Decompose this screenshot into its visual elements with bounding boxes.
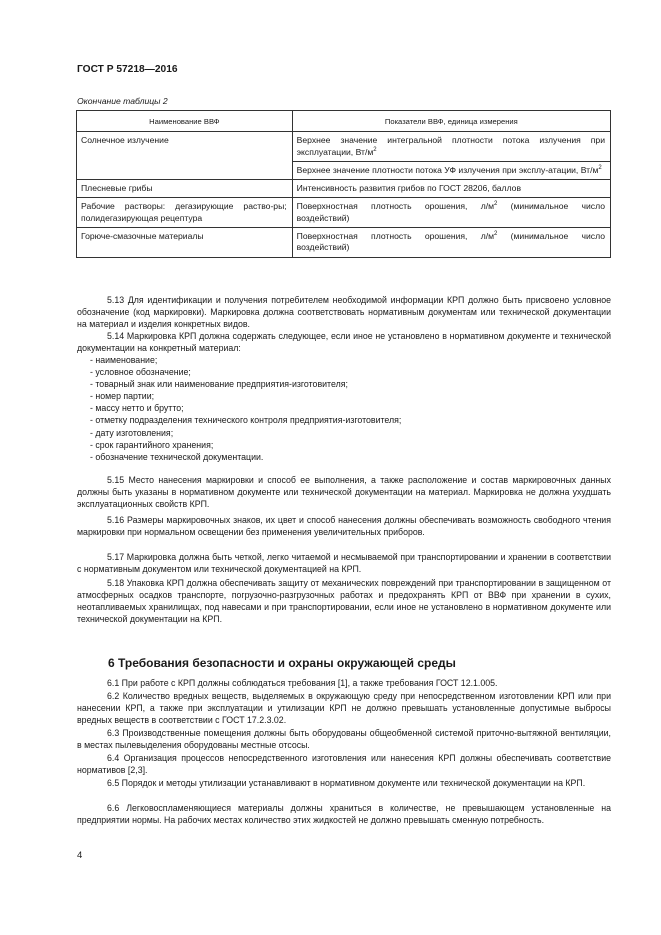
table-row: [77, 228, 611, 258]
table-row: [77, 180, 611, 198]
cell-indicator: Поверхностная плотность орошения, $л/м^2$ (минимальное число воздействий): [292, 228, 610, 258]
cell-name: Плесневые грибы: [77, 180, 293, 198]
column-header-indicator: Показатели ВВФ, единица измерения: [292, 111, 610, 132]
table-header-row: [77, 111, 611, 132]
paragraph-6-6: 6.6 Легковоспламеняющиеся материалы должны храниться в количестве, не превышающем установленные на предприятии нормы. На рабочих местах количество этих жидкостей не должно превышать сменную потребность.: [77, 803, 611, 825]
marking-list: [90, 354, 401, 463]
list-item: - номер партии;: [90, 391, 155, 402]
list-item: - условное обозначение;: [90, 367, 191, 378]
cell-indicator: Верхнее значение интегральной плотности потока излучения при эксплуатации, $Вт/м^2$: [292, 132, 610, 162]
paragraph-5-13: 5.13 Для идентификации и получения потребителем необходимой информации КРП должно быть присвоено условное обозначение (код маркировки). Маркировка должна соответствовать нормативным документам или технической документации на материал и изделия конкретных видов.: [77, 295, 611, 329]
list-item: - дату изготовления;: [90, 427, 174, 438]
paragraph-5-18: 5.18 Упаковка КРП должна обеспечивать защиту от механических повреждений при транспортировании в защищенном от атмосферных осадков транспорте, погрузочно-разгрузочных работах и предохранять КРП от ВВФ при хранении в сухих, неотапливаемых хранилищах, под навесами и при транспортировании, если иное не установлено в нормативном документе или технической документации на КРП.: [77, 578, 611, 624]
paragraph-5-15: 5.15 Место нанесения маркировки и способ ее выполнения, а также расположение и состав маркировочных данных должны быть указаны в нормативном документе или технической документации на материал. Маркировка не должна ухудшать эксплуатационных свойств КРП.: [77, 475, 611, 509]
page-number: 4: [77, 850, 83, 861]
section-6-title: 6 Требования безопасности и охраны окружающей среды: [108, 656, 456, 670]
list-item: - массу нетто и брутто;: [90, 403, 184, 414]
cell-name: Горюче-смазочные материалы: [77, 228, 293, 258]
table-row: [77, 132, 611, 162]
cell-name: Рабочие растворы: дегазирующие раство-ры; полидегазирующая рецептура: [77, 198, 293, 228]
paragraph-5-14: 5.14 Маркировка КРП должна содержать следующее, если иное не установлено в нормативном документе и технической документации на конкретный материал:: [77, 331, 611, 353]
table-2: [76, 110, 611, 258]
list-item: - товарный знак или наименование предприятия-изготовителя;: [90, 379, 348, 390]
list-item: - отметку подразделения технического контроля предприятия-изготовителя;: [90, 415, 402, 426]
cell-indicator: Поверхностная плотность орошения, $л/м^2$ (минимальное число воздействий): [292, 198, 610, 228]
standard-designation: ГОСТ Р 57218—2016: [77, 64, 178, 75]
table-row: [77, 198, 611, 228]
column-header-name: Наименование ВВФ: [77, 111, 293, 132]
paragraph-5-17: 5.17 Маркировка должна быть четкой, легко читаемой и несмываемой при транспортировании и хранении в соответствии с нормативным документом или технической документацией на КРП.: [77, 552, 611, 574]
table-caption: Окончание таблицы 2: [77, 96, 168, 106]
cell-name: Солнечное излучение: [77, 132, 293, 180]
paragraph-6-2: 6.2 Количество вредных веществ, выделяемых в окружающую среду при непосредственном изготовлении КРП или при нанесении КРП, а также при эксплуатации и утилизации КРП не должно превышать установленные допустимые выбросы вредных веществ в соответствии с ГОСТ 17.2.3.02.: [77, 691, 611, 725]
list-item: - срок гарантийного хранения;: [90, 439, 214, 450]
paragraph-5-16: 5.16 Размеры маркировочных знаков, их цвет и способ нанесения должны обеспечивать возможность свободного чтения маркировки при нормальном освещении без применения увеличительных приборов.: [77, 515, 611, 537]
list-item: - наименование;: [90, 355, 158, 365]
paragraph-6-5: 6.5 Порядок и методы утилизации устанавливают в нормативном документе или технической документации на КРП.: [107, 778, 586, 788]
cell-indicator: Верхнее значение плотности потока УФ излучения при эксплу-атации, $Вт/м^2$: [292, 161, 610, 179]
list-item: - обозначение технической документации.: [90, 451, 264, 462]
paragraph-6-3: 6.3 Производственные помещения должны быть оборудованы общеобменной системой приточно-вытяжной вентиляции, в местах пылевыделения оборудованы местные отсосы.: [77, 728, 611, 750]
paragraph-6-4: 6.4 Организация процессов непосредственного изготовления или нанесения КРП должны обеспечивать соответствие нормативов [2,3].: [77, 753, 611, 775]
paragraph-6-1: 6.1 При работе с КРП должны соблюдаться требования [1], а также требования ГОСТ 12.1.005.: [107, 678, 498, 688]
cell-indicator: Интенсивность развития грибов по ГОСТ 28206, баллов: [292, 180, 610, 198]
